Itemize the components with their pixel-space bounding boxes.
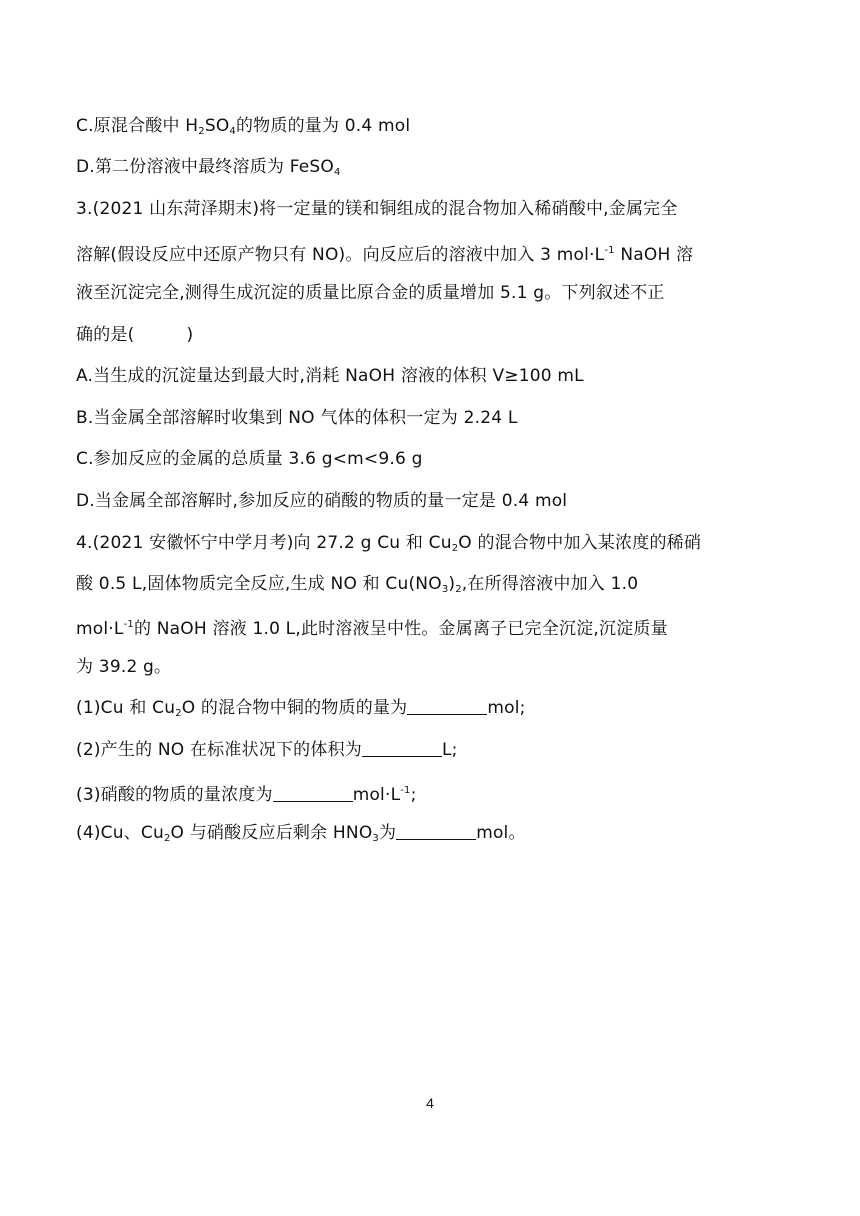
question-4-line-4: 为 39.2 g。	[76, 657, 172, 677]
text: O 的混合物中铜的物质的量为	[181, 698, 408, 718]
superscript: -1	[604, 245, 615, 256]
text: 确的是(	[76, 325, 135, 345]
text: 4.(2021 安徽怀宁中学月考)向 27.2 g Cu 和 Cu	[76, 533, 452, 553]
answer-blank[interactable]	[407, 698, 487, 715]
text: )	[448, 574, 456, 594]
subscript: 2	[451, 543, 459, 554]
text: O 与硝酸反应后剩余 HNO	[170, 823, 373, 843]
superscript: -1	[123, 619, 134, 630]
subscript: 4	[333, 167, 341, 178]
subscript: 2	[198, 126, 205, 137]
question-4-sub-1	[76, 697, 790, 725]
text: (4)Cu、Cu	[76, 823, 164, 843]
text: (1)Cu 和 Cu	[76, 698, 176, 718]
text: mol·L	[76, 619, 124, 639]
question-4-sub-4	[76, 822, 790, 850]
text: (2)产生的 NO 在标准状况下的体积为	[76, 740, 362, 760]
text: O 的混合物中加入某浓度的稀硝	[458, 533, 702, 553]
answer-blank[interactable]	[273, 785, 353, 802]
text: D.第二份溶液中最终溶质为 FeSO	[76, 157, 334, 177]
text: 的 NaOH 溶液 1.0 L,此时溶液呈中性。金属离子已完全沉淀,沉淀质量	[133, 619, 668, 639]
text: )	[186, 325, 194, 345]
answer-blank[interactable]	[362, 740, 442, 757]
subscript: 4	[229, 126, 236, 137]
page-number: 4	[426, 1095, 434, 1111]
text: C.原混合酸中 H	[76, 116, 199, 136]
question-3-option-d: D.当金属全部溶解时,参加反应的硝酸的物质的量一定是 0.4 mol	[76, 491, 568, 511]
text: mol·L	[352, 785, 401, 805]
question-3-line-3: 液至沉淀完全,测得生成沉淀的质量比原合金的质量增加 5.1 g。下列叙述不正	[76, 283, 665, 303]
text: L;	[442, 740, 458, 760]
option-d-line	[76, 156, 790, 184]
question-4-line-3	[76, 614, 790, 640]
text: mol;	[487, 698, 526, 718]
question-4-line-2	[76, 573, 790, 601]
question-3-line-2	[76, 240, 790, 266]
subscript: 2	[175, 708, 182, 719]
question-3-line-1: 3.(2021 山东菏泽期末)将一定量的镁和铜组成的混合物加入稀硝酸中,金属完全	[76, 199, 678, 219]
question-4-line-1	[76, 532, 790, 560]
subscript: 3	[441, 584, 449, 595]
question-4-sub-3	[76, 780, 790, 806]
question-3-option-b: B.当金属全部溶解时收集到 NO 气体的体积一定为 2.24 L	[76, 408, 518, 428]
text: SO	[204, 116, 230, 136]
subscript: 2	[163, 833, 171, 844]
superscript: -1	[400, 785, 411, 796]
answer-blank[interactable]	[396, 823, 476, 840]
text: 酸 0.5 L,固体物质完全反应,生成 NO 和 Cu(NO	[76, 574, 442, 594]
question-4-sub-2	[76, 739, 790, 761]
option-c-line	[76, 115, 790, 143]
text: 的物质的量为 0.4 mol	[235, 116, 411, 136]
text: ;	[410, 785, 417, 805]
text: mol。	[476, 823, 526, 843]
subscript: 3	[372, 833, 379, 844]
question-3-line-4	[76, 324, 790, 346]
subscript: 2	[455, 584, 462, 595]
question-3-option-c: C.参加反应的金属的总质量 3.6 g<m<9.6 g	[76, 449, 423, 469]
text: 溶解(假设反应中还原产物只有 NO)。向反应后的溶液中加入 3 mol·L	[76, 245, 605, 265]
text: (3)硝酸的物质的量浓度为	[76, 785, 273, 805]
text: ,在所得溶液中加入 1.0	[461, 574, 639, 594]
text: 为	[378, 823, 397, 843]
question-3-option-a: A.当生成的沉淀量达到最大时,消耗 NaOH 溶液的体积 V≥100 mL	[76, 366, 584, 386]
text: NaOH 溶	[614, 245, 694, 265]
